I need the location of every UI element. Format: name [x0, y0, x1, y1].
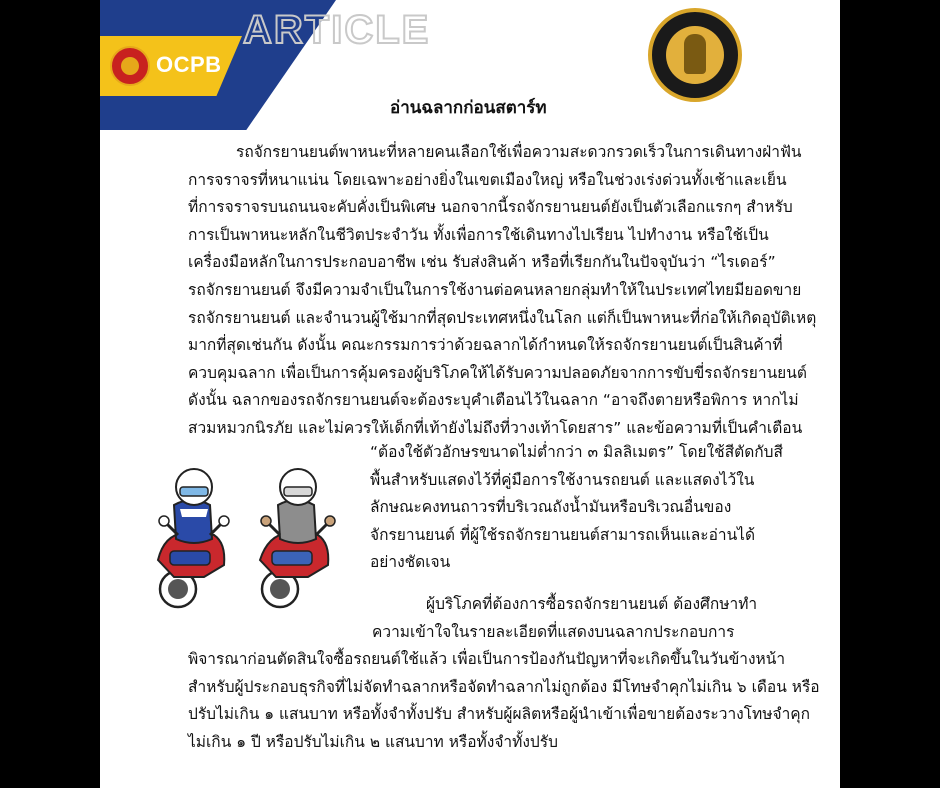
paragraph-line: พิจารณาก่อนตัดสินใจซื้อรถยนต์ใช้แล้ว เพื่อเป็นการป้องกันปัญหาที่จะเกิดขึ้นในวันข้างหน้า: [188, 650, 786, 669]
paragraph-line: ปรับไม่เกิน ๑ แสนบาท หรือทั้งจำทั้งปรับ สำหรับผู้ผลิตหรือผู้นำเข้าเพื่อขายต้องระวางโทษจำคุก: [188, 705, 811, 724]
paragraph-2: [370, 439, 783, 577]
paragraph-line: รถจักรยานยนต์พาหนะที่หลายคนเลือกใช้เพื่อความสะดวกรวดเร็วในการเดินทางฝ่าฟัน: [236, 143, 802, 161]
paragraph-line: อย่างชัดเจน: [370, 553, 451, 572]
paragraph-line: พื้นสำหรับแสดงไว้ที่คู่มือการใช้งานรถยนต์ และแสดงไว้ใน: [370, 470, 755, 489]
ocpb-seal-logo: [110, 46, 150, 86]
paragraph-line: ไม่เกิน ๑ ปี หรือปรับไม่เกิน ๒ แสนบาท หรือทั้งจำทั้งปรับ: [188, 732, 558, 751]
paragraph-line: เครื่องมือหลักในการประกอบอาชีพ เช่น รับส่งสินค้า หรือที่เรียกกันในปัจจุบันว่า “ไรเดอร์”: [188, 253, 776, 272]
paragraph-line: รถจักรยานยนต์ จึงมีความจำเป็นในการใช้งานต่อคนหลายกลุ่มทำให้ในประเทศไทยมียอดขาย: [188, 280, 802, 299]
paragraph-line: ลักษณะคงทนถาวรที่บริเวณถังน้ำมันหรือบริเวณอื่นของ: [370, 498, 732, 517]
paragraph-line: การเป็นพาหนะหลักในชีวิตประจำวัน ทั้งเพื่อการใช้เดินทางไปเรียน ไปทำงาน หรือใช้เป็น: [188, 225, 769, 244]
article-heading-word: ARTICLE: [243, 8, 431, 52]
paragraph-line: จักรยานยนต์ ที่ผู้ใช้รถจักรยานยนต์สามารถเห็นและอ่านได้: [370, 525, 756, 544]
article-title: อ่านฉลากก่อนสตาร์ท: [390, 98, 547, 118]
paragraph-line: สวมหมวกนิรภัย และไม่ควรให้เด็กที่เท้ายังไม่ถึงที่วางเท้าโดยสาร” และข้อความที่เป็นคำเตือน: [188, 418, 803, 437]
paragraph-line: ควบคุมฉลาก เพื่อเป็นการคุ้มครองผู้บริโภคให้ได้รับความปลอดภัยจากการขับขี่รถจักรยานยนต์: [188, 363, 807, 382]
ocpb-logo-text: OCPB: [156, 52, 222, 77]
article-page: [100, 0, 840, 788]
rider-1-icon: [158, 469, 229, 607]
paragraph-line: มากที่สุดเช่นกัน ดังนั้น คณะกรรมการว่าด้วยฉลากได้กำหนดให้รถจักรยานยนต์เป็นสินค้าที่: [188, 336, 783, 355]
paragraph-line: ดังนั้น ฉลากของรถจักรยานยนต์จะต้องระบุคำเตือนไว้ในฉลาก “อาจถึงตายหรือพิการ หากไม่: [188, 391, 799, 410]
municipality-emblem-logo: [648, 8, 742, 102]
paragraph-1: [188, 139, 817, 443]
paragraph-line: รถจักรยานยนต์ และจำนวนผู้ใช้มากที่สุดประเทศหนึ่งในโลก แต่ก็เป็นพาหนะที่ก่อให้เกิดอุบัติเหตุ: [188, 308, 817, 327]
paragraph-line: การจราจรที่หนาแน่น โดยเฉพาะอย่างยิ่งในเขตเมืองใหญ่ หรือในช่วงเร่งด่วนทั้งเช้าและเย็น: [188, 170, 787, 189]
paragraph-line: “ต้องใช้ตัวอักษรขนาดไม่ต่ำกว่า ๓ มิลลิเมตร” โดยใช้สีตัดกับสี: [370, 443, 783, 461]
paragraph-line: ผู้บริโภคที่ต้องการซื้อรถจักรยานยนต์ ต้องศึกษาทำ: [426, 595, 758, 613]
paragraph-3: [188, 591, 820, 757]
rider-2-icon: [260, 469, 335, 607]
emblem-figure: [684, 34, 706, 74]
paragraph-line: สำหรับผู้ประกอบธุรกิจที่ไม่จัดทำฉลากหรือจัดทำฉลากไม่ถูกต้อง มีโทษจำคุกไม่เกิน ๖ เดือน หรือ: [188, 677, 820, 696]
paragraph-line: ที่การจราจรบนถนนจะคับคั่งเป็นพิเศษ นอกจากนี้รถจักรยานยนต์ยังเป็นตัวเลือกแรกๆ สำหรับ: [188, 198, 793, 217]
paragraph-line: ความเข้าใจในรายละเอียดที่แสดงบนฉลากประกอบการ: [372, 622, 735, 641]
